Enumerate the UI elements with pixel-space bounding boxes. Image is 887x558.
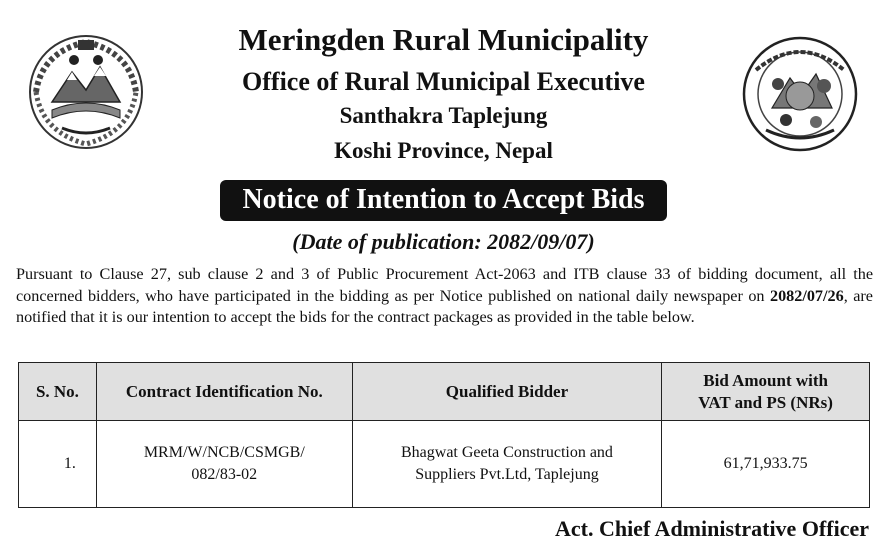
office-name: Office of Rural Municipal Executive [242, 67, 645, 96]
publication-date: (Date of publication: 2082/09/07) [292, 229, 595, 254]
municipality-name: Meringden Rural Municipality [238, 22, 649, 57]
notice-paragraph: Pursuant to Clause 27, sub clause 2 and 3 of Public Procurement Act-2063 and ITB clause 33 of bidding document, all the concerned bidders, who have participated in the bidding as per Notice published on national daily newspaper on 2082/07/26, are notified that it is our intention to accept the bids for the contract packages as provided in the table below. [16, 265, 873, 326]
row-amount: 61,71,933.75 [662, 421, 870, 508]
bids-table [18, 362, 870, 508]
header-sno: S. No. [19, 363, 97, 421]
office-location: Santhakra Taplejung [339, 103, 548, 128]
signature: Act. Chief Administrative Officer [554, 516, 869, 541]
row-contract-id: MRM/W/NCB/CSMGB/ 082/83-02 [96, 421, 352, 508]
header-contract-id: Contract Identification No. [96, 363, 352, 421]
table-header-row [19, 363, 870, 421]
row-sno: 1. [19, 421, 97, 508]
table-row [19, 421, 870, 508]
notice-title: Notice of Intention to Accept Bids [220, 180, 666, 221]
header-amount: Bid Amount with VAT and PS (NRs) [662, 363, 870, 421]
row-bidder: Bhagwat Geeta Construction and Suppliers Pvt.Ltd, Taplejung [352, 421, 662, 508]
header-bidder: Qualified Bidder [352, 363, 662, 421]
province-country: Koshi Province, Nepal [334, 138, 553, 163]
newspaper-date: 2082/07/26 [769, 286, 844, 305]
